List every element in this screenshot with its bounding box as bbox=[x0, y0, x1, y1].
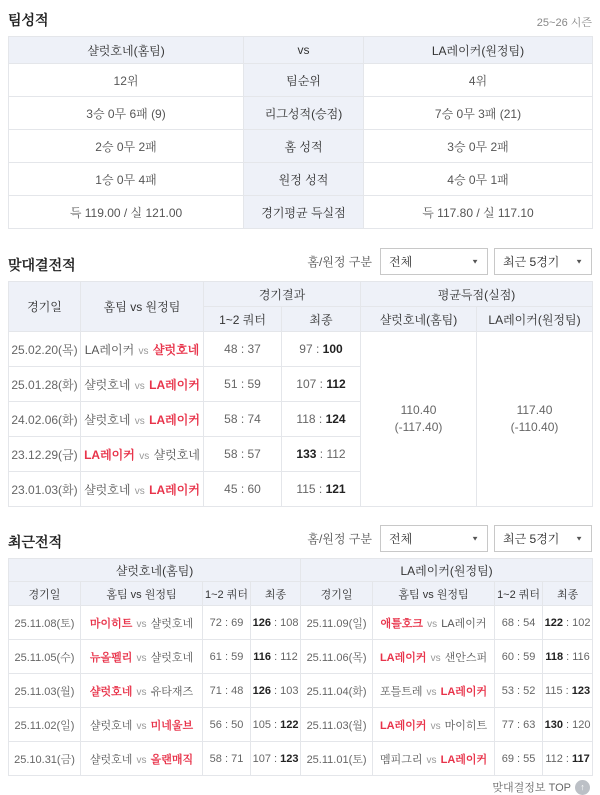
vs-header: vs bbox=[244, 37, 364, 64]
quarter-score: 77 : 63 bbox=[495, 708, 543, 742]
quarter-score: 61 : 59 bbox=[203, 640, 251, 674]
home-team-name: 마이히트 bbox=[89, 617, 133, 630]
quarter-score: 68 : 54 bbox=[495, 606, 543, 640]
away-value: 득 117.80 / 실 117.10 bbox=[364, 196, 593, 229]
final-col-header: 최종 bbox=[543, 582, 593, 606]
match-teams bbox=[373, 742, 495, 776]
avg-group-header: 평균득점(실점) bbox=[361, 282, 593, 307]
home-team-name: 샬럿호네 bbox=[89, 753, 133, 766]
up-arrow-icon: ↑ bbox=[575, 780, 590, 795]
away-team-name: 미네울브 bbox=[150, 719, 194, 732]
home-team-name: 샬럿호네 bbox=[89, 719, 133, 732]
away-team-name: 올랜매직 bbox=[150, 753, 194, 766]
quarter-score: 58 : 74 bbox=[204, 402, 282, 437]
recent-table bbox=[8, 558, 593, 776]
team-stats-header bbox=[8, 10, 592, 30]
recent-head-row-2 bbox=[9, 582, 593, 606]
vs-label: vs bbox=[134, 380, 145, 392]
quarter-score: 72 : 69 bbox=[203, 606, 251, 640]
vs-label: vs bbox=[426, 686, 437, 698]
quarter-score: 60 : 59 bbox=[495, 640, 543, 674]
home-team-header: 샬럿호네(홈팀) bbox=[9, 37, 244, 64]
match-teams bbox=[373, 606, 495, 640]
match-teams bbox=[81, 606, 203, 640]
home-team-name: 멤피그리 bbox=[379, 753, 423, 766]
home-team-name: LA레이커 bbox=[379, 719, 427, 732]
quarter-score: 58 : 71 bbox=[203, 742, 251, 776]
match-date: 24.02.06(화) bbox=[9, 402, 81, 437]
home-team-name: LA레이커 bbox=[84, 447, 135, 462]
recent-filters bbox=[307, 525, 592, 552]
quarter-col-header: 1~2 쿼터 bbox=[203, 582, 251, 606]
h2h-title: 맞대결전적 bbox=[8, 257, 76, 273]
final-score: 105 : 122 bbox=[251, 708, 301, 742]
quarter-score: 58 : 57 bbox=[204, 437, 282, 472]
h2h-filters bbox=[307, 248, 592, 275]
away-value: 4승 0무 1패 bbox=[364, 163, 593, 196]
h2h-home-away-select[interactable] bbox=[380, 248, 488, 275]
away-team-name: LA레이커 bbox=[149, 412, 200, 427]
team-stats-head-row bbox=[9, 37, 593, 64]
vs-label: vs bbox=[430, 720, 441, 732]
h2h-recent-count-selected: 최근 5경기 bbox=[503, 255, 560, 269]
stat-label: 팀순위 bbox=[244, 64, 364, 97]
match-teams bbox=[81, 437, 204, 472]
match-teams bbox=[81, 742, 203, 776]
home-value: 득 119.00 / 실 121.00 bbox=[9, 196, 244, 229]
home-away-filter-label: 홈/원정 구분 bbox=[307, 532, 372, 546]
quarter-col-header: 1~2 쿼터 bbox=[204, 307, 282, 332]
chevron-down-icon: ▼ bbox=[575, 534, 583, 543]
away-value: 3승 0무 2패 bbox=[364, 130, 593, 163]
match-date: 25.11.09(일) bbox=[301, 606, 373, 640]
final-score: 112 : 117 bbox=[543, 742, 593, 776]
season-label: 25~26 시즌 bbox=[536, 17, 592, 29]
home-team-name: 애틀호크 bbox=[380, 617, 424, 630]
final-score: 126 : 103 bbox=[251, 674, 301, 708]
date-col-header: 경기일 bbox=[9, 582, 81, 606]
final-score: 122 : 102 bbox=[543, 606, 593, 640]
home-team-group-header: 샬럿호네(홈팀) bbox=[9, 559, 301, 582]
match-date: 25.11.03(월) bbox=[301, 708, 373, 742]
vs-label: vs bbox=[136, 754, 147, 766]
match-date: 25.11.01(토) bbox=[301, 742, 373, 776]
vs-label: vs bbox=[136, 720, 147, 732]
vs-label: vs bbox=[426, 754, 437, 766]
table-row bbox=[9, 97, 593, 130]
recent-title: 최근전적 bbox=[8, 534, 63, 550]
home-team-name: 포틀트레 bbox=[379, 685, 423, 698]
match-date: 25.11.03(월) bbox=[9, 674, 81, 708]
away-team-name: 마이히트 bbox=[444, 719, 488, 732]
away-value: 7승 0무 3패 (21) bbox=[364, 97, 593, 130]
home-team-name: 샬럿호네 bbox=[84, 482, 131, 497]
quarter-score: 45 : 60 bbox=[204, 472, 282, 507]
match-teams bbox=[81, 472, 204, 507]
quarter-col-header: 1~2 쿼터 bbox=[495, 582, 543, 606]
vs-label: vs bbox=[430, 652, 441, 664]
away-team-header: LA레이커(원정팀) bbox=[364, 37, 593, 64]
match-teams bbox=[81, 674, 203, 708]
team-stats-table bbox=[8, 36, 593, 229]
away-team-name: LA레이커 bbox=[440, 753, 488, 766]
home-team-name: 샬럿호네 bbox=[84, 377, 131, 392]
final-score: 115 : 123 bbox=[543, 674, 593, 708]
recent-home-away-select[interactable] bbox=[380, 525, 488, 552]
h2h-header bbox=[8, 248, 592, 275]
away-team-name: 샬럿호네 bbox=[150, 617, 194, 630]
final-score: 118 : 124 bbox=[282, 402, 361, 437]
recent-home-away-selected: 전체 bbox=[389, 532, 413, 546]
date-col-header: 경기일 bbox=[9, 282, 81, 332]
match-date: 25.11.04(화) bbox=[301, 674, 373, 708]
home-value: 1승 0무 4패 bbox=[9, 163, 244, 196]
home-team-name: 샬럿호네 bbox=[84, 412, 131, 427]
recent-head-row-1 bbox=[9, 559, 593, 582]
vs-label: vs bbox=[134, 485, 145, 497]
match-col-header: 홈팀 vs 원정팀 bbox=[81, 582, 203, 606]
final-score: 116 : 112 bbox=[251, 640, 301, 674]
match-teams bbox=[81, 640, 203, 674]
table-row bbox=[9, 64, 593, 97]
match-row bbox=[9, 742, 593, 776]
away-team-name: 샬럿호네 bbox=[153, 447, 200, 462]
footer bbox=[8, 779, 592, 795]
match-teams bbox=[373, 708, 495, 742]
recent-count-select[interactable] bbox=[494, 525, 592, 552]
h2h-recent-count-select[interactable] bbox=[494, 248, 592, 275]
match-row bbox=[9, 674, 593, 708]
match-teams bbox=[373, 640, 495, 674]
final-col-header: 최종 bbox=[282, 307, 361, 332]
vs-label: vs bbox=[136, 652, 147, 664]
home-team-name: 뉴올펠리 bbox=[89, 651, 133, 664]
quarter-score: 51 : 59 bbox=[204, 367, 282, 402]
vs-label: vs bbox=[136, 618, 147, 630]
match-date: 23.01.03(화) bbox=[9, 472, 81, 507]
final-score: 107 : 112 bbox=[282, 367, 361, 402]
match-row bbox=[9, 606, 593, 640]
away-team-name: 샬럿호네 bbox=[150, 651, 194, 664]
match-row bbox=[9, 332, 593, 367]
vs-label: vs bbox=[136, 686, 147, 698]
match-date: 25.02.20(목) bbox=[9, 332, 81, 367]
final-score: 130 : 120 bbox=[543, 708, 593, 742]
table-row bbox=[9, 196, 593, 229]
away-team-name: LA레이커 bbox=[149, 482, 200, 497]
match-row bbox=[9, 708, 593, 742]
match-teams bbox=[81, 402, 204, 437]
away-team-name: 샬럿호네 bbox=[152, 342, 200, 357]
stat-label: 경기평균 득실점 bbox=[244, 196, 364, 229]
recent-header bbox=[8, 525, 592, 552]
away-team-name: 샌안스퍼 bbox=[444, 651, 488, 664]
match-col-header: 홈팀 vs 원정팀 bbox=[373, 582, 495, 606]
final-score: 115 : 121 bbox=[282, 472, 361, 507]
chevron-down-icon: ▼ bbox=[575, 257, 583, 266]
match-teams bbox=[81, 367, 204, 402]
match-teams bbox=[81, 332, 204, 367]
vs-label: vs bbox=[134, 415, 145, 427]
away-team-name: 유타재즈 bbox=[150, 685, 194, 698]
vs-label: vs bbox=[139, 450, 150, 462]
match-date: 25.11.02(일) bbox=[9, 708, 81, 742]
quarter-score: 48 : 37 bbox=[204, 332, 282, 367]
recent-count-selected: 최근 5경기 bbox=[503, 532, 560, 546]
table-row bbox=[9, 163, 593, 196]
avg-home-col-header: 샬럿호네(홈팀) bbox=[361, 307, 477, 332]
avg-score-away: 117.40 (-110.40) bbox=[477, 332, 593, 507]
table-row bbox=[9, 130, 593, 163]
home-value: 2승 0무 2패 bbox=[9, 130, 244, 163]
chevron-down-icon: ▼ bbox=[471, 257, 479, 266]
match-date: 25.10.31(금) bbox=[9, 742, 81, 776]
final-col-header: 최종 bbox=[251, 582, 301, 606]
h2h-head-row-1 bbox=[9, 282, 593, 307]
quarter-score: 71 : 48 bbox=[203, 674, 251, 708]
home-value: 3승 0무 6패 (9) bbox=[9, 97, 244, 130]
home-team-name: LA레이커 bbox=[84, 342, 135, 357]
match-date: 23.12.29(금) bbox=[9, 437, 81, 472]
avg-away-col-header: LA레이커(원정팀) bbox=[477, 307, 593, 332]
final-score: 126 : 108 bbox=[251, 606, 301, 640]
match-teams bbox=[373, 674, 495, 708]
home-team-name: 샬럿호네 bbox=[89, 685, 133, 698]
vs-label: vs bbox=[427, 618, 438, 630]
h2h-home-away-selected: 전체 bbox=[389, 255, 413, 269]
away-team-group-header: LA레이커(원정팀) bbox=[301, 559, 593, 582]
avg-score-home: 110.40 (-117.40) bbox=[361, 332, 477, 507]
team-stats-title: 팀성적 bbox=[8, 12, 49, 28]
vs-label: vs bbox=[138, 345, 149, 357]
away-value: 4위 bbox=[364, 64, 593, 97]
final-score: 118 : 116 bbox=[543, 640, 593, 674]
match-row bbox=[9, 640, 593, 674]
final-score: 133 : 112 bbox=[282, 437, 361, 472]
chevron-down-icon: ▼ bbox=[471, 534, 479, 543]
match-date: 25.11.05(수) bbox=[9, 640, 81, 674]
final-score: 97 : 100 bbox=[282, 332, 361, 367]
away-team-name: LA레이커 bbox=[440, 685, 488, 698]
scroll-top-link[interactable]: 맞대결정보 TOP ↑ bbox=[492, 779, 590, 795]
away-team-name: LA레이커 bbox=[149, 377, 200, 392]
home-team-name: LA레이커 bbox=[379, 651, 427, 664]
date-col-header: 경기일 bbox=[301, 582, 373, 606]
stat-label: 리그성적(승점) bbox=[244, 97, 364, 130]
home-value: 12위 bbox=[9, 64, 244, 97]
match-teams bbox=[81, 708, 203, 742]
quarter-score: 53 : 52 bbox=[495, 674, 543, 708]
quarter-score: 56 : 50 bbox=[203, 708, 251, 742]
match-date: 25.11.06(목) bbox=[301, 640, 373, 674]
result-group-header: 경기결과 bbox=[204, 282, 361, 307]
final-score: 107 : 123 bbox=[251, 742, 301, 776]
stat-label: 원정 성적 bbox=[244, 163, 364, 196]
away-team-name: LA레이커 bbox=[441, 617, 487, 630]
home-away-filter-label: 홈/원정 구분 bbox=[307, 255, 372, 269]
match-date: 25.01.28(화) bbox=[9, 367, 81, 402]
stat-label: 홈 성적 bbox=[244, 130, 364, 163]
match-col-header: 홈팀 vs 원정팀 bbox=[81, 282, 204, 332]
match-date: 25.11.08(토) bbox=[9, 606, 81, 640]
h2h-table bbox=[8, 281, 593, 507]
quarter-score: 69 : 55 bbox=[495, 742, 543, 776]
